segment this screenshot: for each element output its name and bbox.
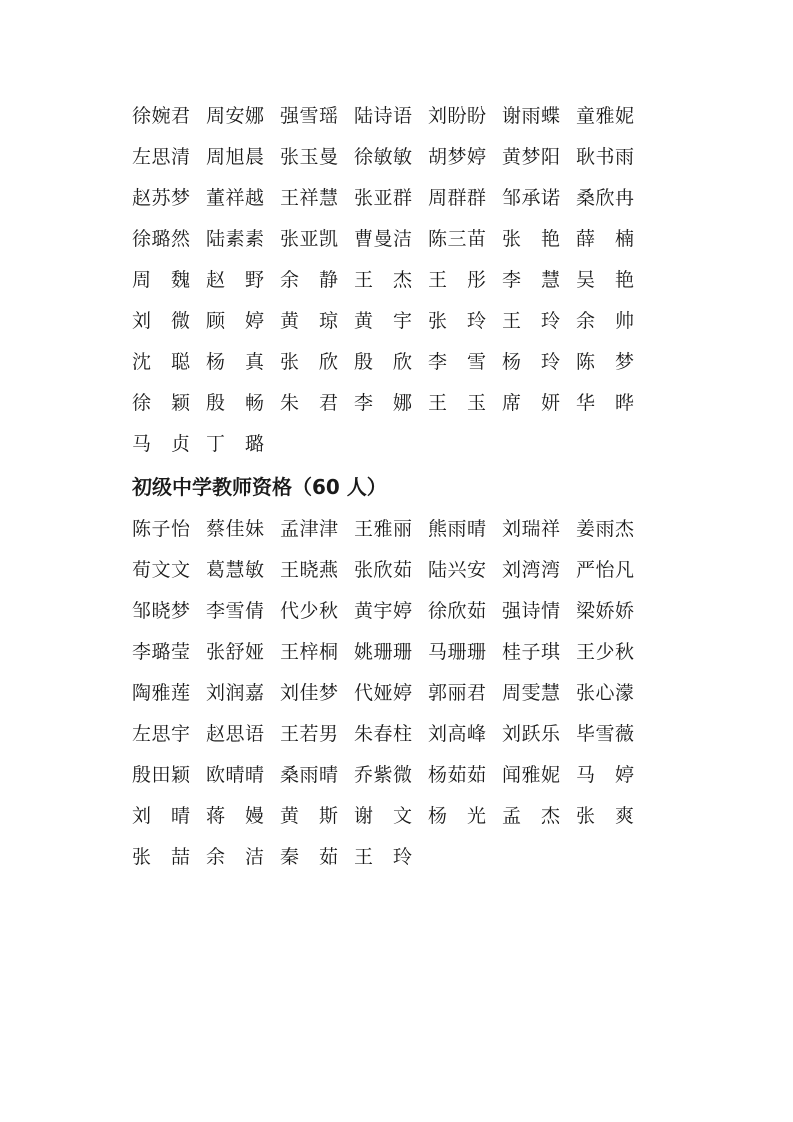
name-entry: 马 婷 — [576, 764, 635, 786]
name-entry: 张 艳 — [502, 228, 561, 250]
name-entry: 陈三苗 — [428, 228, 487, 250]
name-entry: 陈子怡 — [132, 518, 191, 540]
name-entry: 陈 梦 — [576, 351, 635, 373]
name-entry: 张亚群 — [354, 187, 413, 209]
name-entry: 王 玲 — [502, 310, 561, 332]
name-entry: 刘瑞祥 — [502, 518, 561, 540]
name-entry: 左思清 — [132, 146, 191, 168]
name-entry: 李 娜 — [354, 392, 413, 414]
name-entry: 童雅妮 — [576, 105, 635, 127]
name-entry: 殷田颖 — [132, 764, 191, 786]
name-entry: 席 妍 — [502, 392, 561, 414]
name-entry: 马珊珊 — [428, 641, 487, 663]
name-entry: 谢雨蝶 — [502, 105, 561, 127]
name-entry: 闻雅妮 — [502, 764, 561, 786]
name-entry: 陆素素 — [206, 228, 265, 250]
name-entry: 强雪瑶 — [280, 105, 339, 127]
name-entry: 严怡凡 — [576, 559, 635, 581]
name-entry: 徐 颖 — [132, 392, 191, 414]
name-entry: 张舒娅 — [206, 641, 265, 663]
name-entry: 代少秋 — [280, 600, 339, 622]
name-entry: 曹曼洁 — [354, 228, 413, 250]
name-entry: 黄梦阳 — [502, 146, 561, 168]
name-entry: 梁娇娇 — [576, 600, 635, 622]
name-entry: 张玉曼 — [280, 146, 339, 168]
name-entry: 蒋 嫚 — [206, 805, 265, 827]
name-entry: 李 慧 — [502, 269, 561, 291]
name-entry: 黄宇婷 — [354, 600, 413, 622]
name-entry: 李璐莹 — [132, 641, 191, 663]
name-entry: 姚珊珊 — [354, 641, 413, 663]
name-entry: 左思宇 — [132, 723, 191, 745]
name-entry: 徐璐然 — [132, 228, 191, 250]
name-entry: 孟 杰 — [502, 805, 561, 827]
name-entry: 顾 婷 — [206, 310, 265, 332]
name-entry: 殷 欣 — [354, 351, 413, 373]
name-entry: 黄 琼 — [280, 310, 339, 332]
name-entry: 荀文文 — [132, 559, 191, 581]
name-entry: 杨茹茹 — [428, 764, 487, 786]
name-entry: 马 贞 — [132, 433, 191, 455]
name-entry: 殷 畅 — [206, 392, 265, 414]
name-entry: 周旭晨 — [206, 146, 265, 168]
name-entry: 沈 聪 — [132, 351, 191, 373]
name-entry: 周群群 — [428, 187, 487, 209]
name-entry: 王祥慧 — [280, 187, 339, 209]
name-entry: 邹承诺 — [502, 187, 561, 209]
name-entry: 邹晓梦 — [132, 600, 191, 622]
name-entry: 刘跃乐 — [502, 723, 561, 745]
name-entry: 徐婉君 — [132, 105, 191, 127]
name-entry: 杨 光 — [428, 805, 487, 827]
name-entry: 余 洁 — [206, 846, 265, 868]
name-entry: 刘 晴 — [132, 805, 191, 827]
name-entry: 薛 楠 — [576, 228, 635, 250]
name-entry: 王 玉 — [428, 392, 487, 414]
name-entry: 赵 野 — [206, 269, 265, 291]
name-entry: 毕雪薇 — [576, 723, 635, 745]
name-entry: 孟津津 — [280, 518, 339, 540]
name-entry: 郭丽君 — [428, 682, 487, 704]
name-entry: 张 欣 — [280, 351, 339, 373]
name-entry: 李 雪 — [428, 351, 487, 373]
name-entry: 蔡佳妹 — [206, 518, 265, 540]
name-entry: 刘润嘉 — [206, 682, 265, 704]
name-entry: 桑雨晴 — [280, 764, 339, 786]
name-entry: 朱 君 — [280, 392, 339, 414]
name-entry: 张心濛 — [576, 682, 635, 704]
name-list-continued — [132, 96, 662, 465]
name-entry: 周安娜 — [206, 105, 265, 127]
name-entry: 熊雨晴 — [428, 518, 487, 540]
name-entry: 吴 艳 — [576, 269, 635, 291]
name-entry: 王少秋 — [576, 641, 635, 663]
name-entry: 朱春柱 — [354, 723, 413, 745]
name-entry: 张欣茹 — [354, 559, 413, 581]
name-entry: 强诗情 — [502, 600, 561, 622]
document-page — [132, 96, 662, 878]
name-entry: 张 爽 — [576, 805, 635, 827]
name-list-junior-middle — [132, 509, 662, 878]
name-entry: 杨 真 — [206, 351, 265, 373]
name-entry: 余 静 — [280, 269, 339, 291]
name-entry: 黄 宇 — [354, 310, 413, 332]
name-entry: 欧晴晴 — [206, 764, 265, 786]
name-entry: 刘盼盼 — [428, 105, 487, 127]
name-entry: 杨 玲 — [502, 351, 561, 373]
section-heading-junior-middle: 初级中学教师资格（60 人） — [132, 475, 387, 499]
name-entry: 刘高峰 — [428, 723, 487, 745]
name-entry: 耿书雨 — [576, 146, 635, 168]
name-entry: 刘佳梦 — [280, 682, 339, 704]
name-entry: 姜雨杰 — [576, 518, 635, 540]
name-entry: 桂子琪 — [502, 641, 561, 663]
name-entry: 刘湾湾 — [502, 559, 561, 581]
name-entry: 代娅婷 — [354, 682, 413, 704]
name-entry: 谢 文 — [354, 805, 413, 827]
name-entry: 周 魏 — [132, 269, 191, 291]
name-entry: 王 玲 — [354, 846, 413, 868]
name-entry: 胡梦婷 — [428, 146, 487, 168]
name-entry: 秦 茹 — [280, 846, 339, 868]
name-entry: 陶雅莲 — [132, 682, 191, 704]
name-entry: 赵苏梦 — [132, 187, 191, 209]
name-entry: 陆诗语 — [354, 105, 413, 127]
name-entry: 王梓桐 — [280, 641, 339, 663]
name-entry: 王 杰 — [354, 269, 413, 291]
name-entry: 徐欣茹 — [428, 600, 487, 622]
name-entry: 桑欣冉 — [576, 187, 635, 209]
name-entry: 李雪倩 — [206, 600, 265, 622]
name-entry: 丁 璐 — [206, 433, 265, 455]
name-entry: 王 彤 — [428, 269, 487, 291]
name-entry: 余 帅 — [576, 310, 635, 332]
name-entry: 董祥越 — [206, 187, 265, 209]
name-entry: 乔紫微 — [354, 764, 413, 786]
name-entry: 王晓燕 — [280, 559, 339, 581]
name-entry: 黄 斯 — [280, 805, 339, 827]
name-entry: 赵思语 — [206, 723, 265, 745]
name-entry: 王若男 — [280, 723, 339, 745]
name-entry: 刘 微 — [132, 310, 191, 332]
name-entry: 张 喆 — [132, 846, 191, 868]
name-entry: 葛慧敏 — [206, 559, 265, 581]
name-entry: 华 晔 — [576, 392, 635, 414]
name-entry: 周雯慧 — [502, 682, 561, 704]
name-entry: 王雅丽 — [354, 518, 413, 540]
name-entry: 陆兴安 — [428, 559, 487, 581]
name-entry: 张亚凯 — [280, 228, 339, 250]
name-entry: 张 玲 — [428, 310, 487, 332]
name-entry: 徐敏敏 — [354, 146, 413, 168]
